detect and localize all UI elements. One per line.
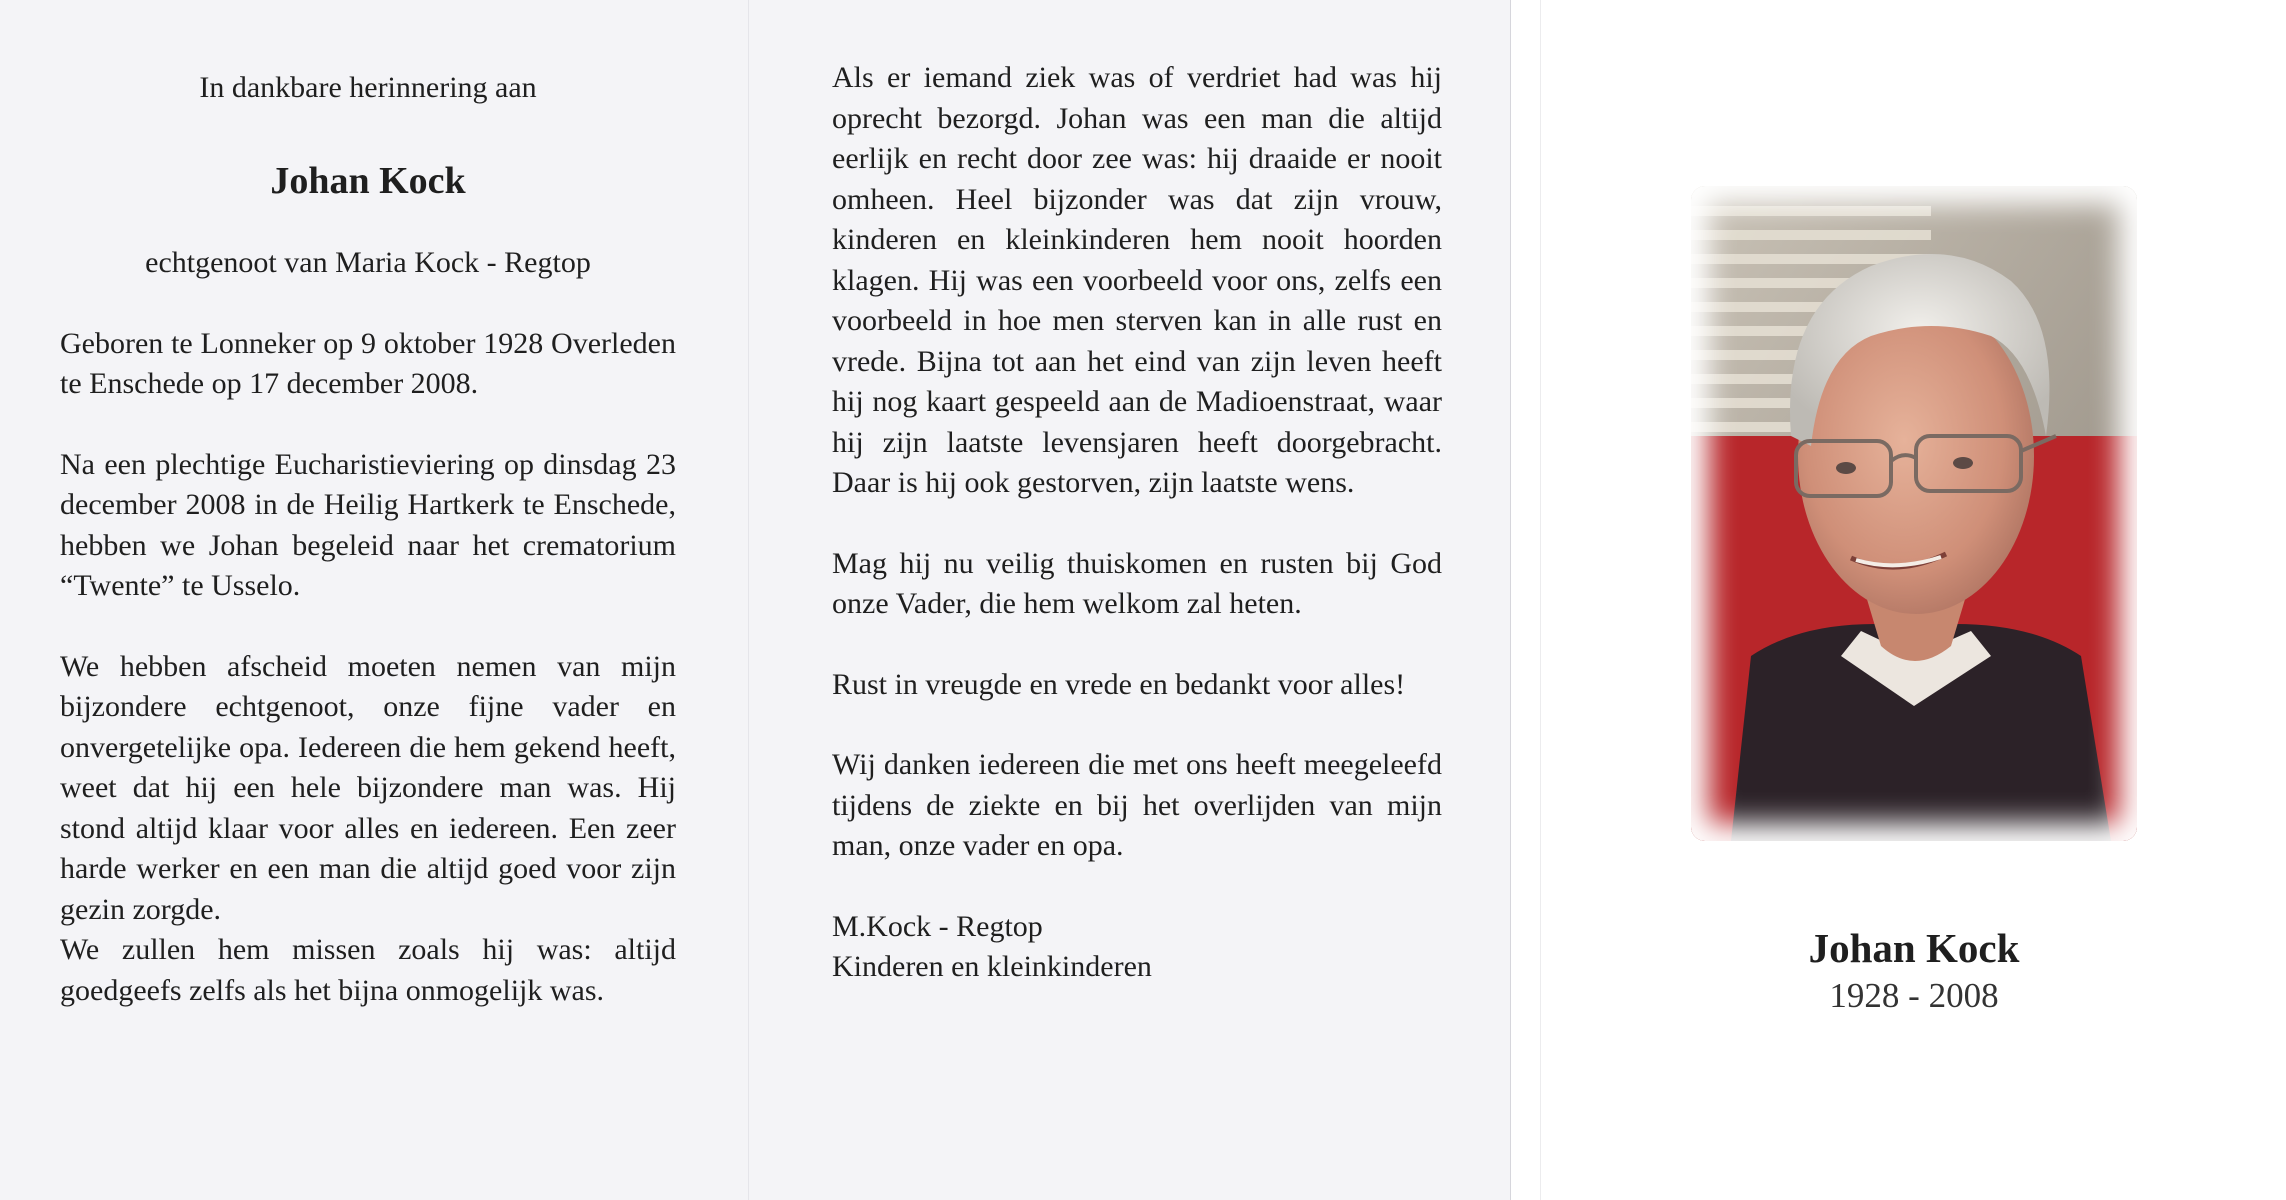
missing-paragraph: We zullen hem missen zoals hij was: altijd goedgeefs zelfs als het bijna onmogelijk was. [60, 933, 676, 1007]
thanks-rest-paragraph: Rust in vreugde en vrede en bedankt voor alles! [832, 667, 1406, 701]
deceased-name: Johan Kock [270, 159, 466, 202]
ceremony-paragraph: Na een plechtige Eucharistieviering op dinsdag 23 december 2008 in de Heilig Hartkerk te Enschede, hebben we Johan begeleid naar het crematorium “Twente” te Usselo. [60, 447, 676, 602]
signature-line-1: M.Kock - Regtop [832, 909, 1043, 943]
left-panel [60, 58, 676, 1011]
front-years: 1928 - 2008 [1829, 976, 1999, 1015]
card-front [1540, 0, 2286, 1200]
farewell-paragraph: We hebben afscheid moeten nemen van mijn bijzondere echtgenoot, onze fijne vader en onvergetelijke opa. Iedereen die hem gekend heeft, weet dat hij een hele bijzondere man was. Hij stond altijd klaar voor alles en iedereen. Een zeer harde werker en een man die altijd goed voor zijn gezin zorgde. [60, 649, 676, 926]
signature-line-2: Kinderen en kleinkinderen [832, 950, 1152, 983]
middle-panel [832, 58, 1442, 988]
prayer-paragraph: Mag hij nu veilig thuiskomen en rusten bij God onze Vader, die hem welkom zal heten. [832, 546, 1442, 620]
birth-death-paragraph: Geboren te Lonneker op 9 oktober 1928 Overleden te Enschede op 17 december 2008. [60, 326, 676, 400]
thanks-all-paragraph: Wij danken iedereen die met ons heeft meegeleefd tijdens de ziekte en bij het overlijden van mijn man, onze vader en opa. [832, 748, 1442, 862]
portrait-photo [1691, 186, 2137, 841]
spouse-line: echtgenoot van Maria Kock - Regtop [145, 246, 591, 279]
character-paragraph: Als er iemand ziek was of verdriet had was hij oprecht bezorgd. Johan was een man die altijd eerlijk en recht door zee was: hij draaide er nooit omheen. Heel bijzonder was dat zijn vrouw, kinderen en kleinkinderen hem nooit hoorden klagen. Hij was een voorbeeld voor ons, zelfs een voorbeeld in hoe men sterven kan in alle rust en vrede. Bijna tot aan het eind van zijn leven heeft hij nog kaart gespeeld aan de Madioenstraat, waar hij zijn laatste levensjaren heeft doorgebracht. Daar is hij ook gestorven, zijn laatste wens. [832, 61, 1442, 499]
front-name: Johan Kock [1808, 925, 2020, 971]
intro-text: In dankbare herinnering aan [199, 71, 537, 104]
portrait-illustration [1691, 186, 2137, 841]
card-fold-line [748, 0, 750, 1200]
